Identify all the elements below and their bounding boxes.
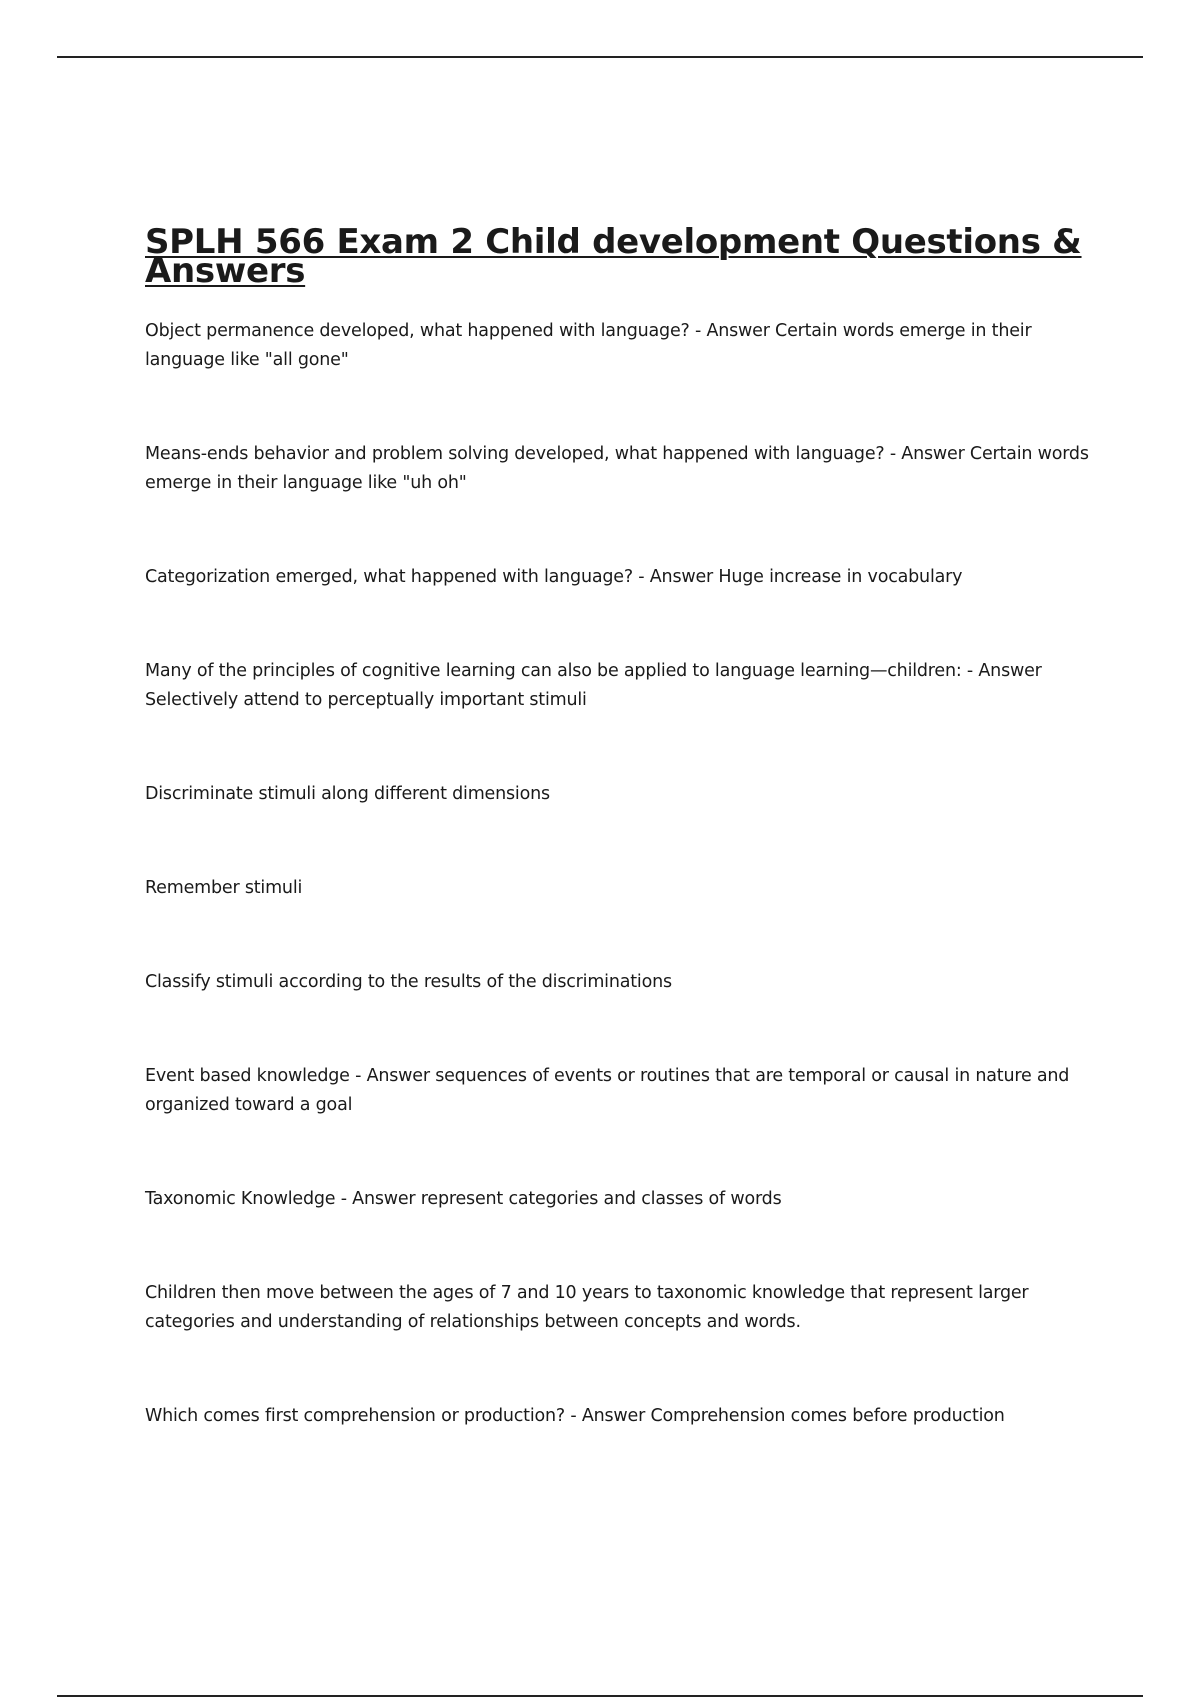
document-title: SPLH 566 Exam 2 Child development Questions & Answers — [145, 222, 1082, 291]
qa-entry-9: Taxonomic Knowledge - Answer represent categories and classes of words — [145, 1189, 782, 1209]
qa-entry-3: Categorization emerged, what happened with language? - Answer Huge increase in vocabulary — [145, 567, 963, 587]
qa-entry-5: Discriminate stimuli along different dimensions — [145, 784, 550, 804]
qa-entry-10: Children then move between the ages of 7 and 10 years to taxonomic knowledge that represent larger categories and understanding of relationships between concepts and words. — [145, 1283, 1029, 1332]
qa-entry-11: Which comes first comprehension or production? - Answer Comprehension comes before production — [145, 1406, 1005, 1426]
bottom-rule — [57, 1695, 1143, 1697]
qa-entry-1: Object permanence developed, what happened with language? - Answer Certain words emerge in their language like "all gone" — [145, 321, 1032, 370]
qa-entry-8: Event based knowledge - Answer sequences of events or routines that are temporal or causal in nature and organized toward a goal — [145, 1066, 1070, 1115]
document-body — [145, 222, 1090, 1431]
qa-entry-4: Many of the principles of cognitive learning can also be applied to language learning—children: - Answer Selectively attend to perceptually important stimuli — [145, 661, 1042, 710]
top-rule — [57, 56, 1143, 58]
qa-entry-2: Means-ends behavior and problem solving developed, what happened with language? - Answer Certain words emerge in their language like "uh oh" — [145, 444, 1089, 493]
qa-entry-6: Remember stimuli — [145, 878, 303, 898]
qa-entry-7: Classify stimuli according to the results of the discriminations — [145, 972, 672, 992]
